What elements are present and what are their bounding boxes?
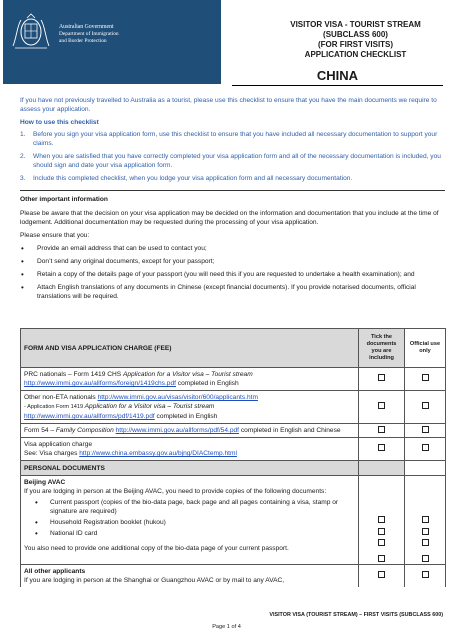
form54-cell [21,424,359,438]
official-checkbox[interactable] [422,555,429,562]
noneta-form-label: - Application Form 1419 [24,404,85,410]
charge-link[interactable]: http://www.china.embassy.gov.au/bjng/DIACtemp.html [79,450,237,457]
beijing-heading: Beijing AVAC [24,479,66,486]
ensure-list [20,244,445,301]
tick-cell [359,438,405,461]
step-number: 1. [20,131,26,138]
tick-checkbox[interactable] [378,528,385,535]
tick-cell [359,424,405,438]
title-line: VISITOR VISA - TOURIST STREAM [290,20,421,29]
ensure-item: • Provide an email address that can be used to contact you; [20,244,445,253]
other-heading: Other important information [20,196,108,203]
table-row [21,438,446,461]
tick-cell [359,565,405,588]
noneta-form-title: Application for a Visitor visa – Tourist stream [84,403,215,410]
section-heading-form-fee: FORM AND VISA APPLICATION CHARGE (FEE) [21,329,359,368]
coat-of-arms-icon [9,12,53,52]
official-checkbox[interactable] [422,444,429,451]
gov-line: Australian Government [59,24,114,30]
other-info-section [20,195,445,305]
official-checkbox[interactable] [422,539,429,546]
beijing-additional: You also need to provide one additional copy of the bio-data page of your current passport. [24,545,289,552]
ensure-text: Please ensure that you: [20,232,90,239]
step-text: When you are satisfied that you have correctly completed your visa application form and all of the necessary documentation is included, you should sign and date your visa application form. [33,153,441,169]
beijing-cell [21,476,359,565]
noneta-form-cell [21,391,359,424]
table-row [21,565,446,588]
step-number: 2. [20,153,26,160]
prc-form-cell [21,368,359,391]
beijing-text: If you are lodging in person at the Beijing AVAC, you need to provide copies of the following documents: [24,488,327,495]
blank-cell [405,461,446,476]
official-checkbox[interactable] [422,374,429,381]
official-checkbox[interactable] [422,571,429,578]
step-item [20,130,445,148]
charge-see: See: Visa charges [24,450,80,457]
checklist-table [20,328,446,587]
department-name [59,24,119,45]
noneta-text: Other non-ETA nationals [24,394,98,401]
official-cell [405,565,446,588]
country-heading: CHINA [232,68,443,86]
footer-title: VISITOR VISA (TOURIST STREAM) – FIRST VISITS (SUBCLASS 600) [269,612,443,618]
prc-form-link[interactable]: http://www.immi.gov.au/allforms/foreign/1419chs.pdf [24,380,176,387]
beijing-doc-item: • Household Registration booklet (hukou) [24,518,355,527]
noneta-post: completed in English [154,413,218,420]
noneta-applicants-link[interactable]: http://www.immi.gov.au/visas/visitor/600/applicants.htm [97,394,258,401]
intro-section [20,96,445,187]
table-row [21,368,446,391]
official-checkbox[interactable] [422,426,429,433]
title-line: APPLICATION CHECKLIST [304,50,407,59]
document-title [268,20,443,60]
gov-line: and Border Protection [59,38,107,44]
official-cell [405,424,446,438]
step-text: Before you sign your visa application form, use this checklist to ensure that you have included all necessary documentation to support your claims. [33,131,438,147]
tick-checkbox[interactable] [378,539,385,546]
official-cell [405,368,446,391]
other-paragraph: Please be aware that the decision on your visa application may be decided on the information and documentation that you include at the time of lodgement. Additional documentation may be requested during the processing of your visa application. [20,210,439,226]
prc-post: completed in English [175,380,239,387]
tick-checkbox[interactable] [378,426,385,433]
official-checkbox[interactable] [422,516,429,523]
tick-checkbox[interactable] [378,402,385,409]
intro-paragraph: If you have not previously travelled to Australia as a tourist, please use this checklist to ensure that you have the main documents we require to assess your application. [20,97,437,113]
government-logo [3,0,221,84]
form54-title: Family Composition [55,427,114,434]
step-text: Include this completed checklist, when you lodge your visa application form and all necessary documentation. [33,175,353,182]
title-line: (FOR FIRST VISITS) [317,40,394,49]
all-applicants-heading: All other applicants [24,568,86,575]
tick-cell [359,368,405,391]
beijing-doc-item: • National ID card [24,529,355,538]
charge-label: Visa application charge [24,441,93,448]
table-row [21,476,446,565]
tick-checkbox[interactable] [378,444,385,451]
official-cell [405,438,446,461]
ensure-item: • Attach English translations of any documents in Chinese (except financial documents). If you provide notarised documents, official translations will be required. [20,283,445,301]
table-row [21,424,446,438]
tick-checkbox[interactable] [378,555,385,562]
column-official-header: Official use only [405,329,446,368]
charge-cell [21,438,359,461]
tick-cell [359,476,405,565]
ensure-item: • Don’t send any original documents, except for your passport; [20,257,445,266]
steps-list [20,130,445,183]
table-header-row [21,461,446,476]
official-checkbox[interactable] [422,528,429,535]
document-header [0,0,453,84]
section-heading-personal: PERSONAL DOCUMENTS [21,461,359,476]
title-line: (SUBCLASS 600) [323,30,388,39]
tick-checkbox[interactable] [378,374,385,381]
prc-form-title: Application for a Visitor visa – Tourist stream [122,371,253,378]
official-checkbox[interactable] [422,402,429,409]
step-item [20,152,445,170]
ensure-item: • Retain a copy of the details page of your passport (you will need this if you are requested to undertake a health examination); and [20,270,445,279]
tick-cell [359,391,405,424]
howto-heading: How to use this checklist [20,119,99,126]
beijing-doc-item: • Current passport (copies of the bio-data page, back page and all pages containing a visa, stamp or signature are required) [24,498,355,516]
tick-checkbox[interactable] [378,516,385,523]
grey-cell [359,461,405,476]
beijing-docs-list [24,498,355,538]
tick-checkbox[interactable] [378,571,385,578]
column-tick-header: Tick the documents you are including [359,329,405,368]
form54-link[interactable]: http://www.immi.gov.au/allforms/pdf/54.pdf [115,427,240,434]
form54-text: Form 54 – [24,427,56,434]
page-number: Page 1 of 4 [212,624,241,630]
table-header-row [21,329,446,368]
section-divider [20,190,445,191]
form54-post: completed in English and Chinese [239,427,341,434]
official-cell [405,391,446,424]
noneta-form-link[interactable]: http://www.immi.gov.au/allforms/pdf/1419.pdf [24,413,155,420]
step-item [20,174,445,183]
official-cell [405,476,446,565]
gov-line: Department of Immigration [59,31,119,37]
prc-text: PRC nationals – Form 1419 CHS [24,371,123,378]
all-applicants-text: If you are lodging in person at the Shanghai or Guangzhou AVAC or by mail to any AVAC, [24,577,285,584]
table-row [21,391,446,424]
all-applicants-cell [21,565,359,588]
step-number: 3. [20,175,26,182]
